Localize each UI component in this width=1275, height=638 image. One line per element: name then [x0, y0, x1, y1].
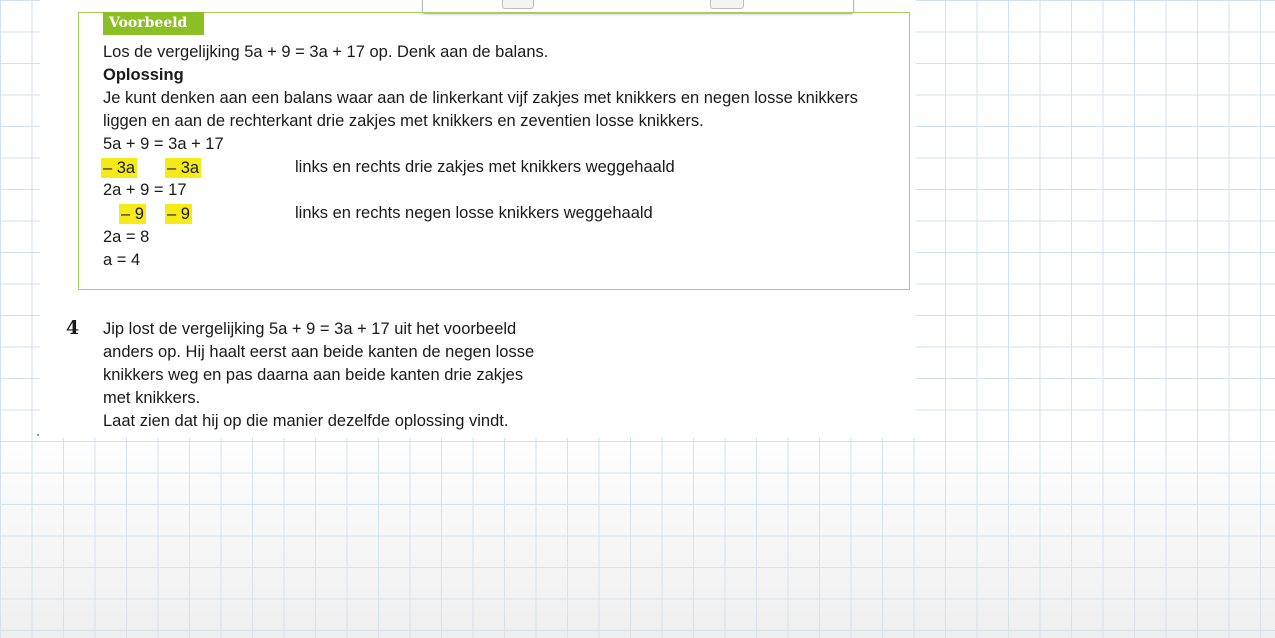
step-note-2: links en rechts negen losse knikkers weggehaald	[295, 204, 653, 222]
exercise-line: met knikkers.	[103, 389, 201, 407]
exercise-line: Laat zien dat hij op die manier dezelfde oplossing vindt.	[103, 412, 509, 430]
highlight-op1-right: – 3a	[167, 159, 200, 177]
exercise-line: anders op. Hij haalt eerst aan beide kanten de negen losse	[103, 343, 535, 361]
highlight-op2-left: – 9	[121, 205, 144, 223]
equation-step-2: 2a + 9 = 17	[103, 181, 187, 199]
explanation-line-1: Je kunt denken aan een balans waar aan de linkerkant vijf zakjes met knikkers en negen losse knikkers	[103, 89, 858, 107]
exercise-line: knikkers weg en pas daarna aan beide kanten drie zakjes	[103, 366, 524, 384]
equation-step-1: 5a + 9 = 3a + 17	[103, 135, 224, 153]
toolbar-button[interactable]	[502, 0, 534, 9]
highlight-op1-left: – 3a	[103, 159, 136, 177]
explanation-line-2: liggen en aan de rechterkant drie zakjes met knikkers en zeventien losse knikkers.	[103, 112, 704, 130]
page-mark	[37, 434, 39, 436]
equation-step-4: a = 4	[103, 251, 141, 269]
example-tag: Voorbeeld	[103, 12, 204, 35]
highlight-op2-right: – 9	[167, 205, 190, 223]
solution-heading: Oplossing	[103, 66, 184, 84]
equation-step-3: 2a = 8	[103, 228, 150, 246]
background-fade	[0, 430, 1275, 638]
toolbar-audio-button[interactable]	[710, 0, 744, 9]
exercise-number: 4	[66, 317, 80, 339]
step-note-1: links en rechts drie zakjes met knikkers weggehaald	[295, 158, 675, 176]
exercise-line: Jip lost de vergelijking 5a + 9 = 3a + 17 uit het voorbeeld	[103, 320, 517, 338]
example-question: Los de vergelijking 5a + 9 = 3a + 17 op. Denk aan de balans.	[103, 43, 549, 61]
